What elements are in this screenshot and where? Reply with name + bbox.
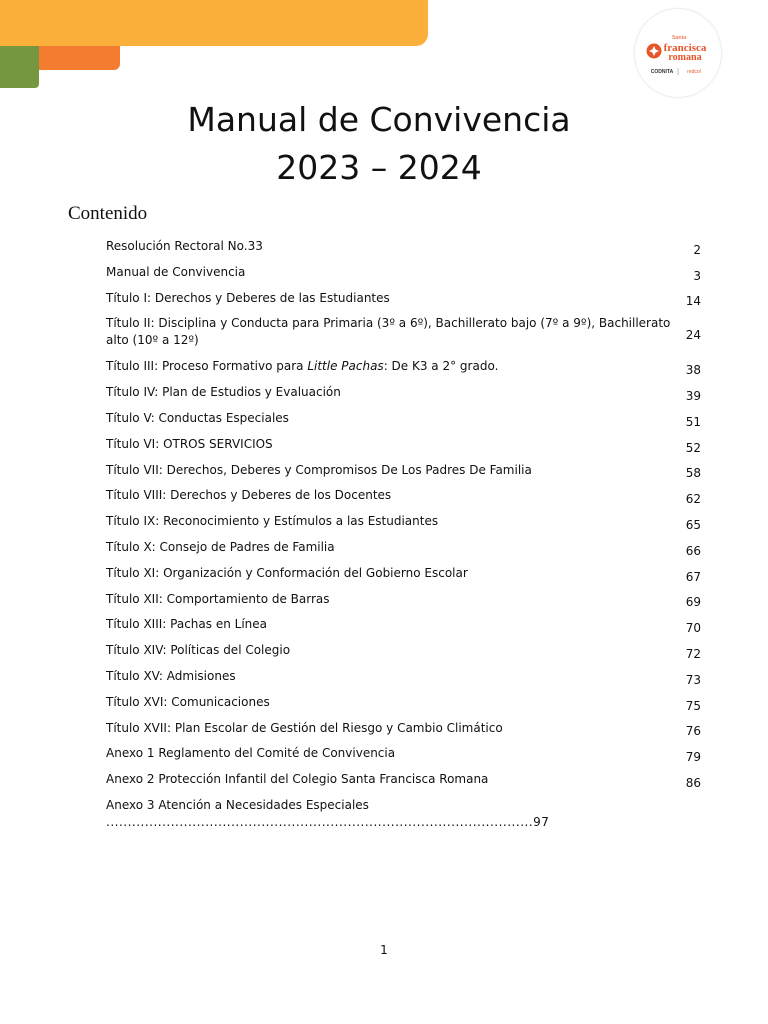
toc-entry[interactable] xyxy=(106,259,701,285)
toc-entry-title: Anexo 2 Protección Infantil del Colegio Santa Francisca Romana xyxy=(106,772,489,787)
toc-entry-page: 2 xyxy=(693,242,701,257)
toc-entry-page: 79 xyxy=(685,750,701,765)
toc-entry-page: 3 xyxy=(693,268,701,283)
toc-entry-title: Título XVI: Comunicaciones xyxy=(106,694,270,709)
toc-entry-title: Título XVII: Plan Escolar de Gestión del Riesgo y Cambio Climático xyxy=(106,720,503,735)
toc-entry-page: 66 xyxy=(685,543,701,558)
toc-entry[interactable] xyxy=(106,233,701,259)
toc-entry-title: Título VII: Derechos, Deberes y Compromisos De Los Padres De Familia xyxy=(106,462,532,477)
toc-entry[interactable] xyxy=(106,405,701,431)
toc-entry[interactable] xyxy=(106,508,701,534)
toc-entry-page: 24 xyxy=(685,328,701,343)
toc-entry-page: 72 xyxy=(685,646,701,661)
toc-entry-page: 58 xyxy=(685,466,701,481)
toc-entry-title: Resolución Rectoral No.33 xyxy=(106,239,263,253)
logo-partner-1: CODNITA xyxy=(650,69,674,75)
header-band-yellow xyxy=(0,0,428,46)
toc-entry-title: Título IV: Plan de Estudios y Evaluación xyxy=(106,385,341,400)
toc-entry-title: Título IX: Reconocimiento y Estímulos a las Estudiantes xyxy=(106,514,439,529)
toc-entry-title: Título XIII: Pachas en Línea xyxy=(106,617,267,632)
toc-entry-title: Título V: Conductas Especiales xyxy=(106,410,289,425)
toc-entry-page: 97 xyxy=(533,814,550,829)
toc-entry-page: 51 xyxy=(685,414,701,429)
toc-entry[interactable] xyxy=(106,457,701,483)
document-title xyxy=(0,96,758,192)
toc-entry-page: 76 xyxy=(685,724,701,739)
toc-entry-title: Título XI: Organización y Conformación del Gobierno Escolar xyxy=(106,565,468,580)
toc-entry-leader-line xyxy=(106,814,701,831)
toc-entry-page: 65 xyxy=(685,517,701,532)
logo-partner-2: redcol xyxy=(687,69,701,75)
toc-entry-title: Título XV: Admisiones xyxy=(106,668,236,683)
toc-entry[interactable] xyxy=(106,482,701,508)
toc-entry-leader: ................................................................................................... xyxy=(106,814,534,829)
toc-title-suffix: : De K3 a 2° grado. xyxy=(383,359,499,374)
school-logo xyxy=(634,8,722,98)
logo-line1: Santa xyxy=(671,35,687,41)
toc-entry[interactable] xyxy=(106,740,701,766)
toc-entry[interactable] xyxy=(106,611,701,637)
toc-entry-title: Título VI: OTROS SERVICIOS xyxy=(106,436,273,451)
toc-entry-title: Manual de Convivencia xyxy=(106,264,246,279)
toc-entry-page: 52 xyxy=(685,440,701,455)
table-of-contents xyxy=(106,233,701,831)
toc-entry-page: 69 xyxy=(685,595,701,610)
toc-title-prefix: Título III: Proceso Formativo para xyxy=(106,359,308,374)
star-flower-icon xyxy=(647,44,662,59)
toc-entry[interactable] xyxy=(106,379,701,405)
toc-entry-title: Título XIV: Políticas del Colegio xyxy=(106,643,291,658)
toc-entry[interactable] xyxy=(106,431,701,457)
toc-entry-title: Anexo 3 Atención a Necesidades Especiales xyxy=(106,797,369,812)
logo-line2: francisca xyxy=(663,42,707,54)
toc-entry[interactable] xyxy=(106,586,701,612)
toc-entry-page: 70 xyxy=(685,621,701,636)
toc-entry-page: 39 xyxy=(685,388,701,403)
toc-entry-page: 62 xyxy=(685,492,701,507)
toc-entry-title: Título I: Derechos y Deberes de las Estudiantes xyxy=(106,290,390,305)
toc-entry[interactable] xyxy=(106,792,701,831)
toc-title-italic: Little Pachas xyxy=(307,359,384,374)
toc-entry-title: Título XII: Comportamiento de Barras xyxy=(106,591,330,606)
toc-entry[interactable] xyxy=(106,310,701,353)
toc-entry[interactable] xyxy=(106,285,701,311)
toc-entry-page: 67 xyxy=(685,569,701,584)
toc-entry-page: 38 xyxy=(685,363,701,378)
toc-entry-page: 86 xyxy=(685,775,701,790)
title-line-2: 2023 – 2024 xyxy=(276,148,482,187)
toc-entry[interactable] xyxy=(106,715,701,741)
logo-line3: romana xyxy=(668,52,702,63)
toc-entry-page: 14 xyxy=(685,294,701,309)
toc-entry[interactable] xyxy=(106,663,701,689)
toc-entry-title xyxy=(106,358,701,375)
header-band-green xyxy=(0,46,39,88)
toc-entry[interactable] xyxy=(106,560,701,586)
toc-entry-page: 75 xyxy=(685,698,701,713)
title-line-1: Manual de Convivencia xyxy=(187,100,571,139)
toc-entry[interactable] xyxy=(106,637,701,663)
toc-entry-page: 73 xyxy=(685,672,701,687)
page-number: 1 xyxy=(380,943,388,957)
toc-entry-title: Título X: Consejo de Padres de Familia xyxy=(106,539,335,554)
toc-entry-title: Título II: Disciplina y Conducta para Primaria (3º a 6º), Bachillerato bajo (7º a 9º), Bachillerato alto (10º a 12º) xyxy=(106,316,671,348)
toc-entry[interactable] xyxy=(106,353,701,379)
toc-entry[interactable] xyxy=(106,534,701,560)
toc-entry[interactable] xyxy=(106,689,701,715)
toc-entry[interactable] xyxy=(106,766,701,792)
contents-heading: Contenido xyxy=(68,203,148,224)
toc-entry-title: Título VIII: Derechos y Deberes de los Docentes xyxy=(106,488,392,503)
toc-entry-title: Anexo 1 Reglamento del Comité de Convivencia xyxy=(106,746,396,761)
